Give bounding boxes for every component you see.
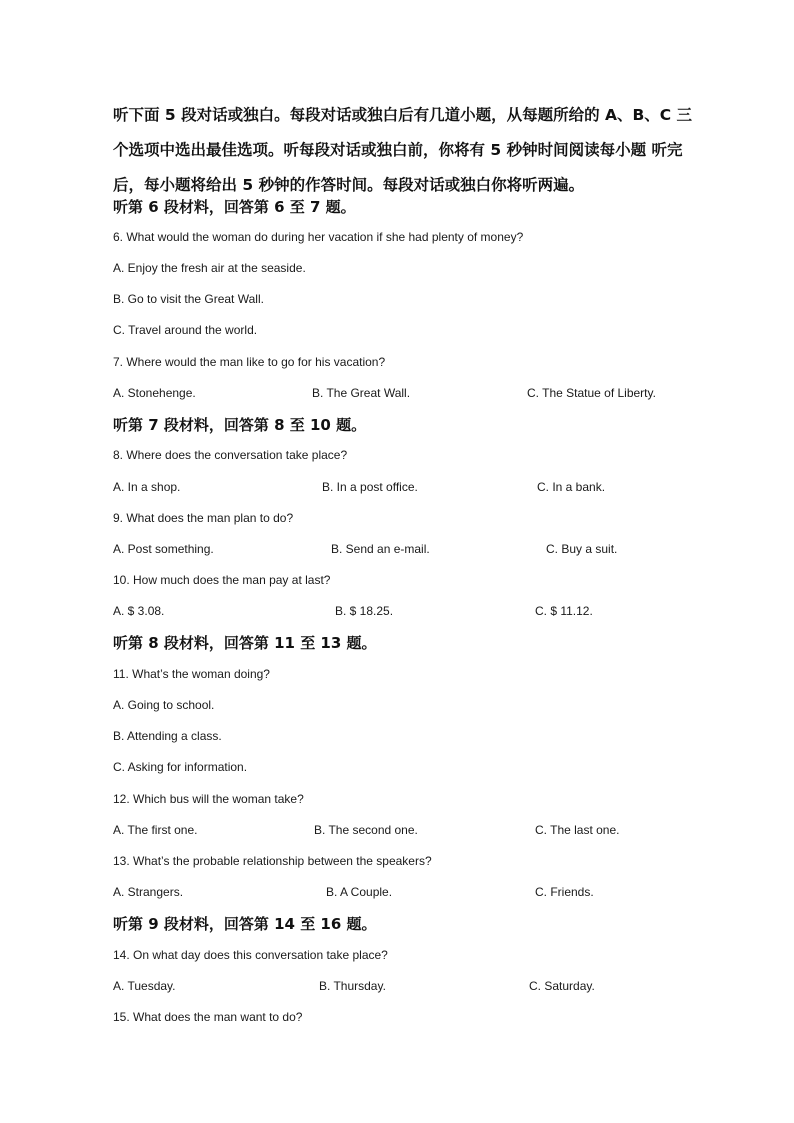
option: C. In a bank. xyxy=(537,480,606,494)
instructions-line-1: 听下面 5 段对话或独白。每段对话或独白后有几道小题，从每题所给的 A、B、C 三 xyxy=(113,106,693,124)
option: B. Go to visit the Great Wall. xyxy=(113,292,264,306)
option: B. In a post office. xyxy=(322,480,418,494)
question: 10. How much does the man pay at last? xyxy=(113,573,331,587)
question: 11. What’s the woman doing? xyxy=(113,667,270,681)
option: A. Stonehenge. xyxy=(113,386,196,400)
question: 6. What would the woman do during her vacation if she had plenty of money? xyxy=(113,230,524,244)
question: 12. Which bus will the woman take? xyxy=(113,792,304,806)
option: A. Going to school. xyxy=(113,698,215,712)
option: C. Buy a suit. xyxy=(546,542,618,556)
option: C. Asking for information. xyxy=(113,760,248,774)
option: A. $ 3.08. xyxy=(113,604,165,618)
option: A. Strangers. xyxy=(113,885,184,899)
section-header: 听第 7 段材料，回答第 8 至 10 题。 xyxy=(113,416,367,434)
section-header: 听第 6 段材料，回答第 6 至 7 题。 xyxy=(113,198,356,216)
instructions-line-2: 个选项中选出最佳选项。听每段对话或独白前，你将有 5 秒钟时间阅读每小题 听完 xyxy=(113,141,683,159)
question: 13. What’s the probable relationship between the speakers? xyxy=(113,854,432,868)
option: B. Send an e-mail. xyxy=(331,542,430,556)
question: 7. Where would the man like to go for his vacation? xyxy=(113,355,386,369)
option: A. The first one. xyxy=(113,823,198,837)
option: B. Attending a class. xyxy=(113,729,222,743)
option: C. The last one. xyxy=(535,823,620,837)
option: B. The Great Wall. xyxy=(312,386,411,400)
option: A. Post something. xyxy=(113,542,214,556)
option: B. Thursday. xyxy=(319,979,386,993)
option: C. Saturday. xyxy=(529,979,595,993)
option: A. Enjoy the fresh air at the seaside. xyxy=(113,261,306,275)
option: C. $ 11.12. xyxy=(535,604,593,618)
question: 14. On what day does this conversation take place? xyxy=(113,948,388,962)
question: 8. Where does the conversation take place? xyxy=(113,448,348,462)
question: 15. What does the man want to do? xyxy=(113,1010,303,1024)
option: C. The Statue of Liberty. xyxy=(527,386,656,400)
section-header: 听第 9 段材料，回答第 14 至 16 题。 xyxy=(113,915,377,933)
option: B. $ 18.25. xyxy=(335,604,394,618)
instructions xyxy=(113,98,713,203)
question: 9. What does the man plan to do? xyxy=(113,511,294,525)
option: C. Travel around the world. xyxy=(113,323,258,337)
option: A. Tuesday. xyxy=(113,979,176,993)
option: B. The second one. xyxy=(314,823,418,837)
instructions-line-3: 后，每小题将给出 5 秒钟的作答时间。每段对话或独白你将听两遍。 xyxy=(113,176,585,194)
section-header: 听第 8 段材料，回答第 11 至 13 题。 xyxy=(113,634,377,652)
option: B. A Couple. xyxy=(326,885,393,899)
option: A. In a shop. xyxy=(113,480,181,494)
option: C. Friends. xyxy=(535,885,594,899)
